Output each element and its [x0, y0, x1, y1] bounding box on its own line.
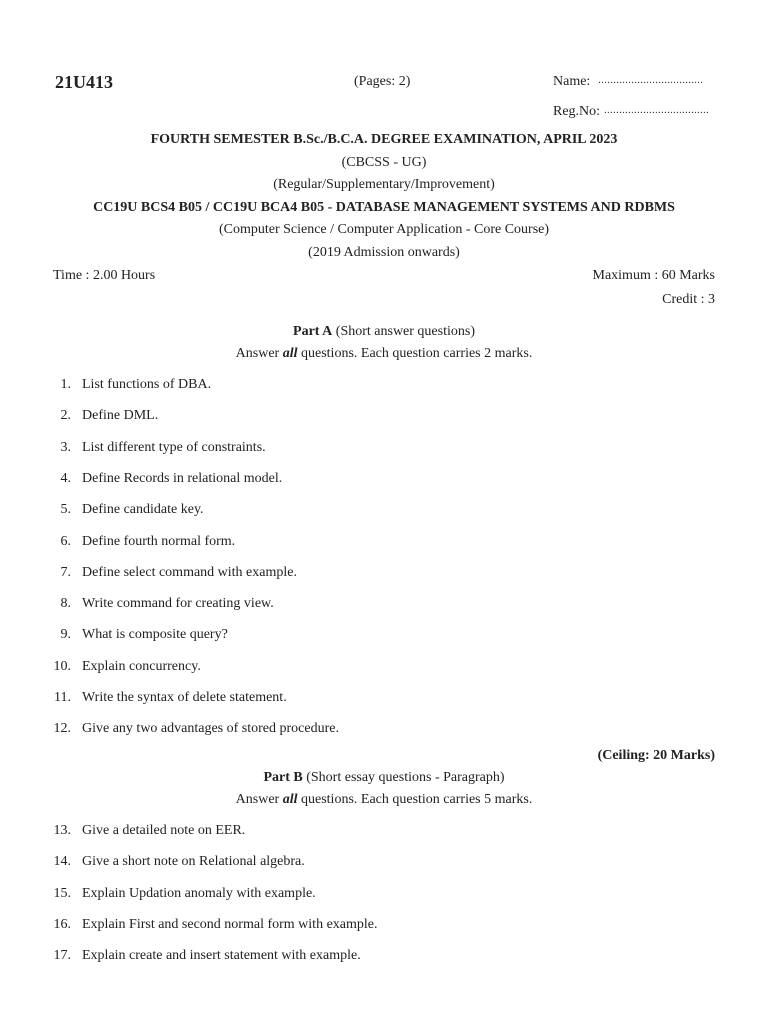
- page-count: (Pages: 2): [354, 74, 411, 89]
- exam-type-line: (Regular/Supplementary/Improvement): [273, 177, 495, 192]
- name-field: [553, 74, 703, 90]
- question-number: 10.: [53, 658, 71, 674]
- part-b-instruction: [0, 792, 768, 808]
- question-text: Give a short note on Relational algebra.: [82, 854, 305, 870]
- question-number: 9.: [60, 627, 71, 643]
- part-a-inst-post: questions. Each question carries 2 marks.: [297, 346, 533, 361]
- part-b-subtitle: (Short essay questions - Paragraph): [302, 770, 505, 785]
- part-b-inst-em: all: [282, 792, 298, 807]
- question-text: Give a detailed note on EER.: [82, 823, 246, 838]
- part-a-inst-pre: Answer: [235, 346, 283, 361]
- part-a-instruction: [0, 346, 768, 362]
- regno-label: Reg.No:: [553, 104, 601, 119]
- part-a-subtitle: (Short answer questions): [332, 324, 475, 339]
- question-number: 1.: [60, 377, 71, 392]
- question-number: 7.: [60, 564, 71, 580]
- time-allowed: Time : 2.00 Hours: [53, 268, 156, 283]
- part-a-title: Part A: [293, 324, 333, 339]
- question-text: Define Records in relational model.: [82, 470, 283, 486]
- question-number: 11.: [54, 690, 71, 705]
- question-text: Write command for creating view.: [82, 596, 274, 612]
- question-number: 13.: [53, 823, 71, 838]
- admission-line: (2019 Admission onwards): [308, 245, 460, 260]
- question-text: Write the syntax of delete statement.: [82, 690, 287, 705]
- scheme-line: (CBCSS - UG): [341, 155, 427, 170]
- stream-line: (Computer Science / Computer Application - Core Course): [218, 222, 550, 237]
- question-number: 17.: [53, 948, 71, 964]
- question-text: List different type of constraints.: [82, 439, 266, 455]
- question-text: Explain First and second normal form with example.: [82, 916, 378, 932]
- question-number: 2.: [60, 408, 71, 424]
- part-a-inst-em: all: [282, 346, 298, 361]
- question-text: Explain concurrency.: [82, 658, 201, 674]
- part-b-heading: [0, 770, 768, 786]
- ceiling-marks: (Ceiling: 20 Marks): [597, 748, 715, 763]
- question-text: Define fourth normal form.: [82, 533, 236, 549]
- part-b-title: Part B: [263, 770, 303, 785]
- name-label: Name:: [553, 74, 591, 89]
- part-a-heading: [0, 324, 768, 340]
- question-number: 3.: [60, 439, 71, 455]
- question-text: Give any two advantages of stored procedure.: [82, 721, 339, 737]
- question-text: Define select command with example.: [82, 564, 297, 580]
- question-number: 4.: [60, 470, 71, 486]
- question-text: Explain Updation anomaly with example.: [82, 885, 316, 901]
- name-dots: ...................................: [598, 75, 704, 86]
- question-number: 12.: [53, 721, 71, 737]
- maximum-marks: Maximum : 60 Marks: [592, 268, 715, 283]
- question-number: 5.: [60, 502, 71, 518]
- question-number: 16.: [53, 916, 71, 932]
- part-b-inst-post: questions. Each question carries 5 marks.: [297, 792, 533, 807]
- part-b-inst-pre: Answer: [235, 792, 283, 807]
- question-number: 8.: [60, 596, 71, 612]
- course-title: CC19U BCS4 B05 / CC19U BCA4 B05 - DATABASE MANAGEMENT SYSTEMS AND RDBMS: [93, 200, 675, 215]
- regno-field: [553, 104, 709, 120]
- regno-dots: ...................................: [604, 105, 710, 116]
- exam-title: FOURTH SEMESTER B.Sc./B.C.A. DEGREE EXAMINATION, APRIL 2023: [150, 132, 618, 147]
- question-text: List functions of DBA.: [82, 377, 212, 392]
- question-text: Explain create and insert statement with example.: [82, 948, 361, 964]
- question-number: 14.: [53, 854, 71, 870]
- question-number: 15.: [53, 885, 71, 901]
- question-text: Define DML.: [82, 408, 159, 424]
- question-text: Define candidate key.: [82, 502, 204, 518]
- paper-code: 21U413: [55, 72, 113, 92]
- question-number: 6.: [60, 533, 71, 549]
- credit: Credit : 3: [662, 292, 715, 307]
- question-text: What is composite query?: [82, 627, 228, 643]
